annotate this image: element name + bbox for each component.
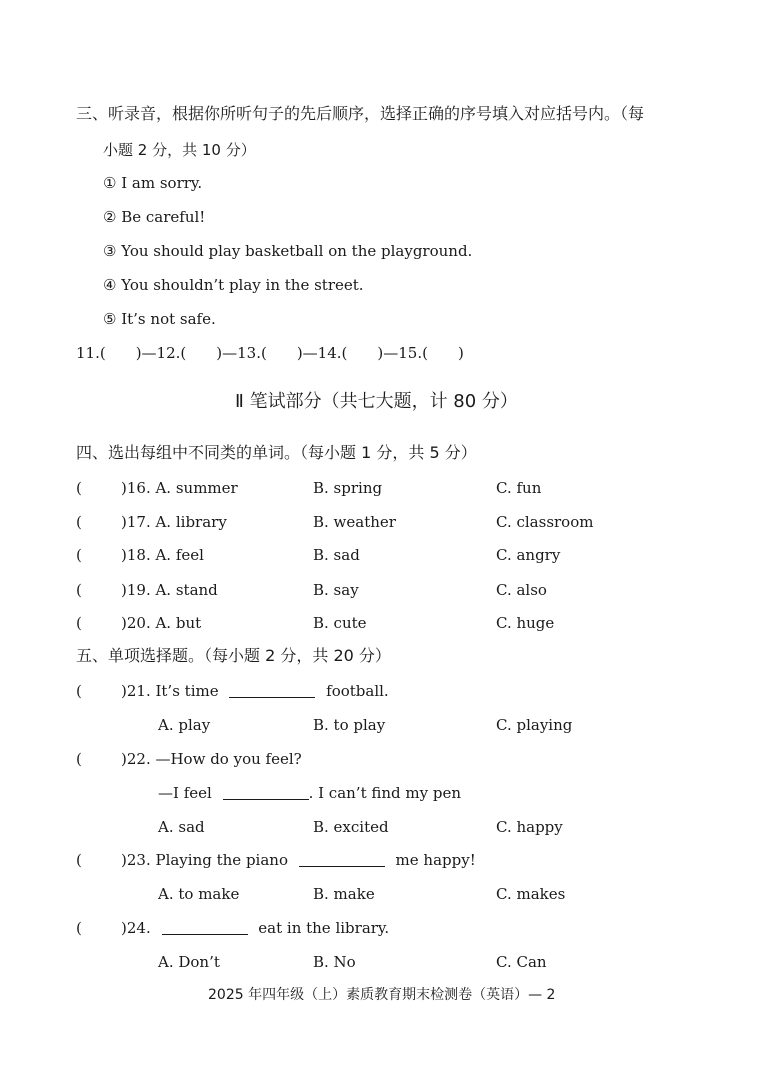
q22-line2 bbox=[158, 783, 461, 803]
section5-title: 五、单项选择题。（每小题 2 分，共 20 分） bbox=[76, 646, 391, 665]
answer-paren[interactable]: ( bbox=[76, 479, 82, 497]
page-footer: 2025 年四年级（上）素质教育期末检测卷（英语）— 2 bbox=[208, 987, 556, 1003]
q23-blank[interactable] bbox=[299, 852, 385, 867]
q22-line2-pre: —I feel bbox=[158, 784, 212, 802]
answer-paren[interactable]: ( bbox=[76, 513, 82, 531]
q23-post: me happy! bbox=[395, 851, 476, 869]
part2-title: Ⅱ 笔试部分（共七大题，计 80 分） bbox=[235, 391, 518, 412]
q22-c: C. happy bbox=[496, 818, 563, 836]
q19-a: )19. A. stand bbox=[121, 581, 218, 599]
q24-b: B. No bbox=[313, 953, 356, 971]
q18-c: C. angry bbox=[496, 546, 561, 564]
q23-stem bbox=[121, 850, 476, 870]
q21-blank[interactable] bbox=[229, 683, 315, 698]
answer-paren[interactable]: ( bbox=[76, 919, 82, 937]
section3-answer-line[interactable]: 11.( )—12.( )—13.( )—14.( )—15.( ) bbox=[76, 344, 464, 362]
q22-line2-post: . I can’t find my pen bbox=[308, 784, 462, 802]
section3-title: 三、听录音，根据你所听句子的先后顺序，选择正确的序号填入对应括号内。（每 bbox=[76, 104, 645, 123]
q22-blank[interactable] bbox=[223, 785, 309, 800]
q21-pre: )21. It’s time bbox=[121, 682, 219, 700]
q21-stem bbox=[121, 681, 389, 701]
q23-c: C. makes bbox=[496, 885, 566, 903]
q23-b: B. make bbox=[313, 885, 375, 903]
q24-blank[interactable] bbox=[162, 920, 248, 935]
q20-a: )20. A. but bbox=[121, 614, 202, 632]
q20-b: B. cute bbox=[313, 614, 367, 632]
q20-c: C. huge bbox=[496, 614, 555, 632]
sentence-2: ② Be careful! bbox=[103, 208, 206, 226]
q24-a: A. Don’t bbox=[158, 953, 220, 971]
answer-paren[interactable]: ( bbox=[76, 581, 82, 599]
q24-stem bbox=[121, 918, 389, 938]
q24-post: eat in the library. bbox=[258, 919, 390, 937]
sentence-4: ④ You shouldn’t play in the street. bbox=[103, 276, 364, 294]
q24-c: C. Can bbox=[496, 953, 547, 971]
q21-c: C. playing bbox=[496, 716, 573, 734]
q19-b: B. say bbox=[313, 581, 359, 599]
q19-c: C. also bbox=[496, 581, 547, 599]
answer-paren[interactable]: ( bbox=[76, 682, 82, 700]
answer-paren[interactable]: ( bbox=[76, 614, 82, 632]
q17-b: B. weather bbox=[313, 513, 396, 531]
q18-b: B. sad bbox=[313, 546, 360, 564]
answer-paren[interactable]: ( bbox=[76, 546, 82, 564]
q17-c: C. classroom bbox=[496, 513, 594, 531]
q21-b: B. to play bbox=[313, 716, 386, 734]
q22-b: B. excited bbox=[313, 818, 389, 836]
q17-a: )17. A. library bbox=[121, 513, 227, 531]
q21-a: A. play bbox=[158, 716, 211, 734]
q24-pre: )24. bbox=[121, 919, 151, 937]
sentence-1: ① I am sorry. bbox=[103, 174, 203, 192]
q16-c: C. fun bbox=[496, 479, 542, 497]
q22-stem: )22. —How do you feel? bbox=[121, 750, 302, 768]
q21-post: football. bbox=[326, 682, 389, 700]
q23-pre: )23. Playing the piano bbox=[121, 851, 288, 869]
section4-title: 四、选出每组中不同类的单词。（每小题 1 分，共 5 分） bbox=[76, 443, 477, 462]
section3-subtitle: 小题 2 分，共 10 分） bbox=[103, 141, 256, 159]
sentence-3: ③ You should play basketball on the playground. bbox=[103, 242, 473, 260]
answer-paren[interactable]: ( bbox=[76, 750, 82, 768]
sentence-5: ⑤ It’s not safe. bbox=[103, 310, 216, 328]
q23-a: A. to make bbox=[158, 885, 240, 903]
q22-a: A. sad bbox=[158, 818, 205, 836]
q16-a: )16. A. summer bbox=[121, 479, 238, 497]
answer-paren[interactable]: ( bbox=[76, 851, 82, 869]
q16-b: B. spring bbox=[313, 479, 383, 497]
q18-a: )18. A. feel bbox=[121, 546, 204, 564]
